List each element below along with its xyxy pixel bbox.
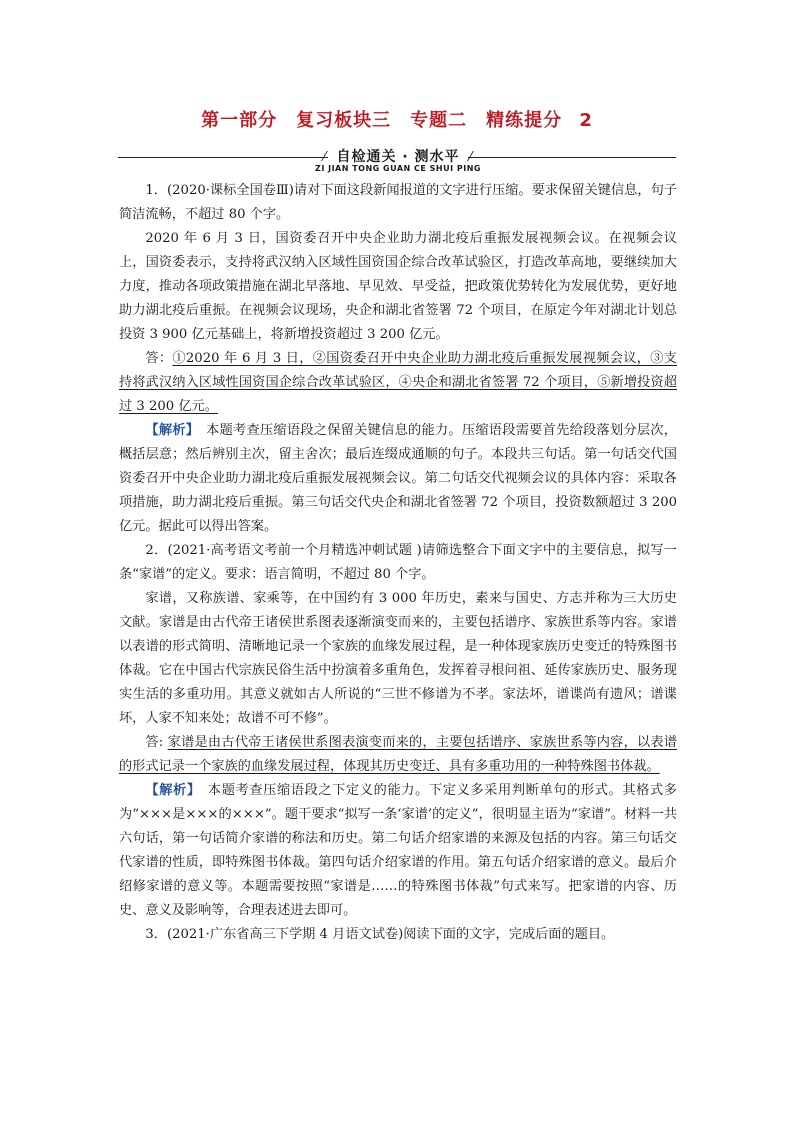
question-2-analysis (119, 779, 677, 923)
document-body (119, 179, 677, 947)
banner-title: 自检通关 · 测水平 (336, 149, 460, 165)
question-2-answer (119, 731, 677, 779)
banner-tick-left (321, 151, 328, 161)
banner-rule-left (118, 157, 328, 158)
answer-text: ①2020 年 6 月 3 日，②国资委召开中央企业助力湖北疫后重振发展视频会议，③支持将武汉纳入区域性国资国企综合改革试验区，④央企和湖北省签署 72 个项目，⑤新增投资超过 3 200 亿元。 (119, 351, 677, 414)
banner-pinyin: ZI JIAN TONG GUAN CE SHUI PING (315, 164, 481, 173)
answer-label: 答： (145, 351, 173, 366)
analysis-label: 【解析】 (145, 783, 195, 798)
question-2-prompt: 2．(2021·高考语文考前一个月精选冲刺试题 )请筛选整合下面文字中的主要信息，拟写一条“家谱”的定义。要求：语言简明，不超过 80 个字。 (119, 543, 677, 582)
question-1-analysis (119, 419, 677, 539)
page-title: 第一部分 复习板块三 专题二 精练提分 2 (201, 110, 593, 131)
answer-text: 家谱是由古代帝王诸侯世系图表演变而来的，主要包括谱序、家族世系等内容，以表谱的形式记录一个家族的血缘发展过程，体现其历史变迁、具有多重功用的一种特殊图书体裁。 (119, 735, 678, 774)
answer-label: 答: (145, 735, 168, 750)
analysis-label: 【解析】 (145, 423, 193, 438)
question-2-passage: 家谱，又称族谱、家乘等，在中国约有 3 000 年历史，素来与国史、方志并称为三大历史文献。家谱是由古代帝王诸侯世系图表逐渐演变而来的，主要包括谱序、家族世系等内容。家谱以表谱的形式简明、清晰地记录一个家族的血缘发展过程，是一种体现家族历史变迁的特殊图书体裁。它在中国古代宗族民俗生活中扮演着多重角色，发挥着寻根问祖、延传家族历史、服务现实生活的多重功用。其意义就如古人所说的“三世不修谱为不孝。家法坏，谱谍尚有遗风；谱谍坏，人家不知来处；故谱不可不修”。 (119, 591, 677, 726)
section-banner (118, 144, 676, 180)
question-3-prompt: 3．(2021·广东省高三下学期 4 月语文试卷)阅读下面的文字，完成后面的题目。 (145, 927, 615, 942)
question-1-passage: 2020 年 6 月 3 日，国资委召开中央企业助力湖北疫后重振发展视频会议。在视频会议上，国资委表示，支持将武汉纳入区域性国资国企综合改革试验区，打造改革高地，要继续加大力度，推动各项政策措施在湖北早落地、早见效、早受益，把政策优势转化为发展优势，更好地助力湖北疫后重振。在视频会议现场，央企和湖北省签署 72 个项目，在原定今年对湖北计划总投资 3 900 亿元基础上，将新增投资超过 3 200 亿元。 (119, 231, 677, 342)
question-1-prompt: 1．(2020·课标全国卷Ⅲ)请对下面这段新闻报道的文字进行压缩。要求保留关键信息，句子简洁流畅，不超过 80 个字。 (119, 183, 677, 222)
analysis-text: 本题考查压缩语段之下定义的能力。下定义多采用判断单句的形式。其格式多为“×××是×××的×××”。题干要求“拟写一条‘家谱’的定义”，很明显主语为“家谱”。材料一共六句话，第一句话简介家谱的称法和历史。第二句话介绍家谱的来源及包括的内容。第三句话交代家谱的性质，即特殊图书体裁。第四句话介绍家谱的作用。第五句话介绍家谱的意义。最后介绍修家谱的意义等。本题需要按照“家谱是……的特殊图书体裁”句式来写。把家谱的内容、历史、意义及影响等，合理表述进去即可。 (119, 783, 677, 918)
banner-rule-right (468, 157, 676, 158)
question-1-answer (119, 347, 677, 419)
analysis-text: 本题考查压缩语段之保留关键信息的能力。压缩语段需要首先给段落划分层次，概括层意；然后辨别主次，留主舍次；最后连缀成通顺的句子。本段共三句话。第一句话交代国资委召开中央企业助力湖北疫后重振发展视频会议。第二句话交代视频会议的具体内容：采取各项措施，助力湖北疫后重振。第三句话交代央企和湖北省签署 72 个项目，投资数额超过 3 200 亿元。据此可以得出答案。 (119, 423, 677, 534)
banner-tick-right (467, 151, 474, 161)
